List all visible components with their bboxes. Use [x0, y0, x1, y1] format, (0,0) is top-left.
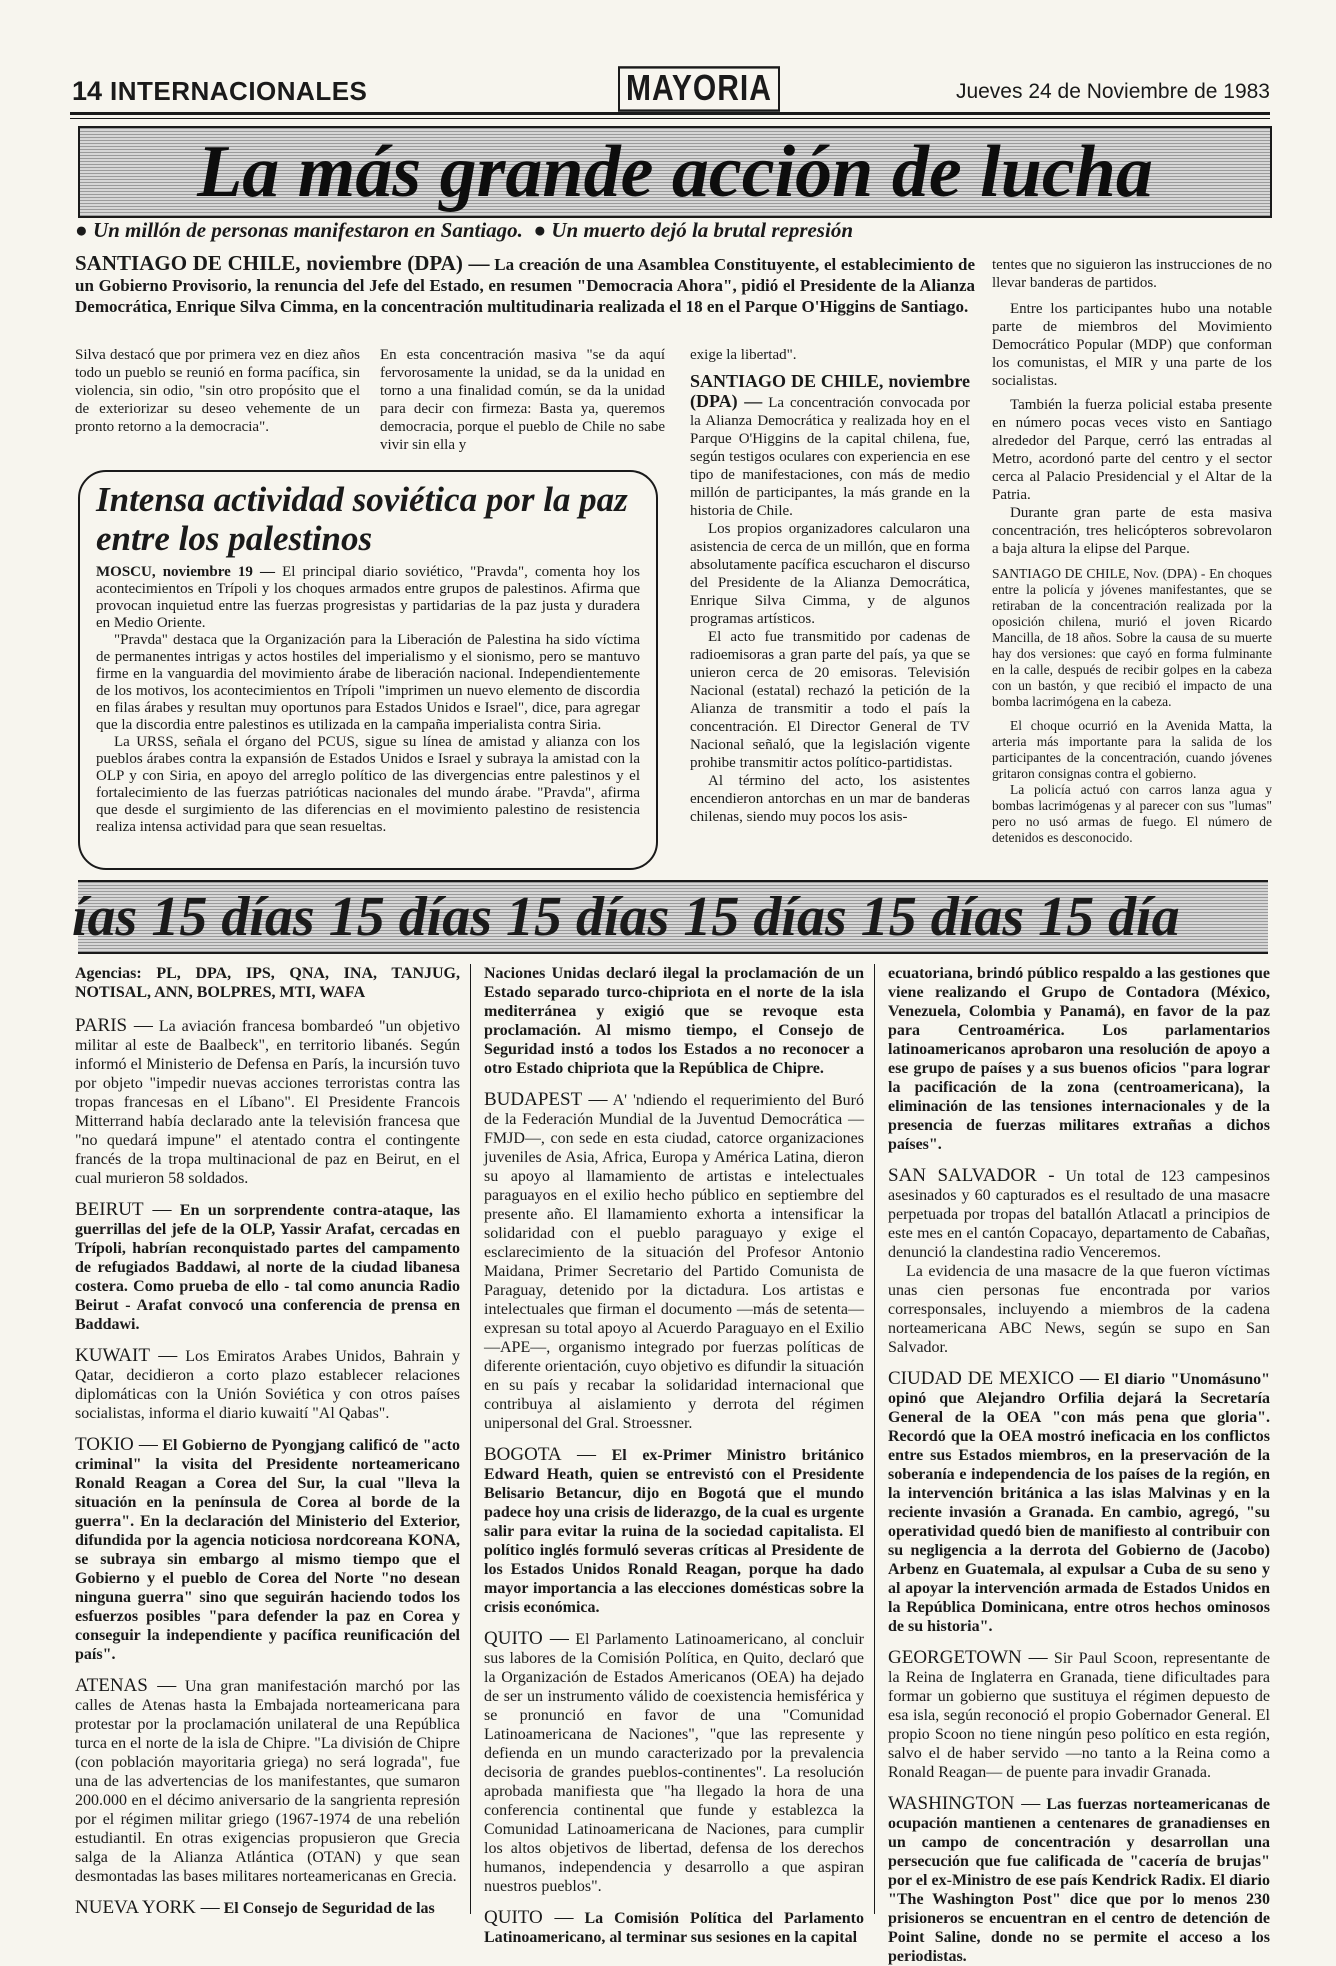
news-item-washington [888, 1794, 1270, 1966]
page-header [70, 70, 1270, 110]
news-item-budapest [484, 1090, 864, 1433]
agencies-line: Agencias: PL, DPA, IPS, QNA, INA, TANJUG, NOTISAL, ANN, BOLPRES, MTI, WAFA [75, 965, 460, 1001]
news-text: La Comisión Política del Parlamento Latinoamericano, al terminar sus sesiones en la capital [484, 1910, 864, 1946]
news-text: El ex-Primer Ministro británico Edward Heath, quien se entrevistó con el Presidente Belisario Betancur, dijo en Bogotá que el mundo padece hoy una crisis de liderazgo, de la cual es urgente salir para evitar la ruina de la sociedad capitalista. El político inglés formuló severas críticas al Presidente de los Estados Unidos Ronald Reagan, porque ha dado mayor importancia a las elecciones domésticas sobre la crisis económica. [484, 1447, 865, 1616]
article-col3 [690, 346, 970, 876]
dateline: ATENAS — [75, 1675, 177, 1696]
dateline: GEORGETOWN — [888, 1647, 1048, 1668]
header-rule-thin [70, 118, 1270, 119]
news-continued: ecuatoriana, brindó público respaldo a las gestiones que viene realizando el Grupo de Contadora (México, Venezuela, Colombia y Panamá), en favor de la paz para Centroamérica. Los parlamentarios latinoamericanos aprobaron una resolución de apoyo a ese grupo de países y a sus buenos oficios "para lograr la pacificación de la zona (centroamericana), la eliminación de las tensiones internacionales y de la presencia de fuerzas militares extrañas a dichos países". [888, 965, 1270, 1153]
news-item-kuwait [75, 1346, 460, 1423]
box-dateline: MOSCU, noviembre 19 — [96, 564, 276, 580]
news-text: Un total de 123 campesinos asesinados y 60 capturados es el resultado de una masacre perpetuada por tropas del batallón Atlacatl a principios de este mes en el cantón Copacayo, departamento de Cabañas, denunció la clandestina radio Venceremos. [888, 1168, 1270, 1261]
news-text: El diario "Unomásuno" opinó que Alejandro Orfilia dejará la Secretaría General de la OEA "con más pena que gloria". Recordó que la OEA mostró ineficacia en los conflictos entre sus Estados miembros, en la preservación de la soberanía e independencia de los países de la región, en la intervención británica a las islas Malvinas y en la reciente invasión a Granada. En cambio, agregó, "su operatividad quedó bien de manifiesto al contribuir con su negligencia a la derrota del Gobierno de (Jacobo) Arbenz en Guatemala, al expulsar a Cuba de su seno y al apoyar la intervención armada de Estados Unidos en la República Dominicana, entre otros hechos ominosos de su historia". [888, 1371, 1271, 1635]
news-text: El Consejo de Seguridad de las [223, 1900, 435, 1917]
lede-text: La creación de una Asamblea Constituyente, el establecimiento de un Gobierno Provisorio, la renuncia del Jefe del Estado, en resumen "Democracia Ahora", pidió el Presidente de la Alianza Democrática, Enrique Silva Cimma, en la concentración multitudinaria realizada el 18 en el Parque O'Higgins de Santiago. [75, 255, 975, 316]
masthead-logo: MAYORIA [618, 66, 780, 112]
news-text: En un sorprendente contra-ataque, las guerrillas del jefe de la OLP, Yassir Arafat, cercadas en Trípoli, habrían reconquistado partes del campamento de refugiados Baddawi, al norte de la ciudad libanesa costera. Como prueba de ello - tal como anuncia Radio Beirut - Arafat convocó una conferencia de prensa en Baddawi. [75, 1202, 461, 1333]
article-paragraph: La policía actuó con carros lanza agua y bombas lacrimógenas y al parecer con sus "lumas" pero no usó armas de fuego. El número de detenidos es desconocido. [992, 782, 1272, 845]
dateline: SANTIAGO DE CHILE, noviembre (DPA) — [690, 371, 970, 411]
news-text: Sir Paul Scoon, representante de la Reina de Inglaterra en Granada, tiene dificultades para formar un gobierno que sustituya el régimen depuesto de esa isla, según reconoció el propio Gobernador General. El propio Scoon no tiene ningún peso político en esta región, salvo el de haber servido —no tanto a la Reina como a Ronald Reagan— de puente para invadir Granada. [888, 1650, 1271, 1781]
article-paragraph [690, 372, 970, 520]
dateline: CIUDAD DE MEXICO — [888, 1368, 1099, 1389]
article-paragraph: Durante gran parte de esta masiva concentración, tres helicópteros sobrevolaron a baja altura la elipse del Parque. [992, 505, 1272, 557]
news-text: La aviación francesa bombardeó "un objetivo militar al este de Baalbeck", en territorio libanés. Según informó el Ministerio de Defensa en París, la incursión tuvo por objeto "impedir nuevas acciones terroristas contra las tropas francesas en el Líbano". El Presidente Francois Mitterrand había declarado ante la televisión francesa que "no quedará impune" el atentado contra el contingente francés de la tropa multinacional de paz en Beirut, en el cual murieron 58 soldados. [75, 1018, 460, 1187]
article-col4 [992, 256, 1272, 876]
box-body [96, 564, 640, 836]
page-number: 14 [72, 76, 103, 106]
article-paragraph: El choque ocurrió en la Avenida Matta, la arteria más importante para la salida de los participantes de la concentración, cuando jóvenes gritaron consignas contra el gobierno. [992, 718, 1272, 781]
dateline: BOGOTA — [484, 1444, 596, 1465]
news-item-nuevayork [75, 1898, 460, 1918]
dateline: SAN SALVADOR - [888, 1165, 1055, 1186]
headline-banner [78, 126, 1272, 218]
news-item-sansalvador [888, 1166, 1270, 1262]
article-paragraph: Silva destacó que por primera vez en diez años todo un pueblo se reunió en forma pacífica, sin violencia, sin odio, "sin otro propósito que el de exteriorizar su deseo vehemente de un pronto retorno a la democracia". [75, 347, 360, 435]
box-paragraph: La URSS, señala el órgano del PCUS, sigue su línea de amistad y alianza con los pueblos árabes contra la expansión de Estados Unidos e Israel y subraya la amistad con la OLP y con Siria, en apoyo del arreglo político de las divergencias entre palestinos y el fortalecimiento de las fuerzas patrióticas nacionales del mundo árabe. "Pravda", afirma que desde el surgimiento de las diferencias en el movimiento palestino de resistencia realiza intensa actividad para que sean resueltas. [96, 734, 640, 835]
dateline: KUWAIT — [75, 1345, 178, 1366]
news-item-atenas [75, 1676, 460, 1886]
article-paragraph: Al término del acto, los asistentes encendieron antorchas en un mar de banderas chilenas, siendo muy pocos los asis- [690, 773, 970, 825]
news-text: El Gobierno de Pyongjang calificó de "acto criminal" la visita del Presidente norteamericano Ronald Reagan a Corea del Sur, la cual "lleva la situación en la península de Corea al borde de la guerra". En la declaración del Ministerio del Exterior, difundida por la agencia noticiosa nordcoreana KONA, se subraya sin embargo al mismo tiempo que el Gobierno y el pueblo de Corea del Norte "no desean ninguna guerra" sino que seguirán haciendo todos los esfuerzos posibles "para defender la paz en Corea y conseguir la independiente y pacífica reunificación del país". [75, 1437, 461, 1663]
news-text: A' 'ndiendo el requerimiento del Buró de la Federación Mundial de la Juventud Democrática —FMJD—, con sede en esta ciudad, catorce organizaciones juveniles de Asia, Africa, Europa y América Latina, dieron su apoyo al llamamiento de artistas e intelectuales paraguayos en el exilio hecho público en septiembre del presente año. El llamamiento exhorta a intensificar la solidaridad con el pueblo paraguayo y exige el esclarecimiento de la situación del Profesor Antonio Maidana, Primer Secretario del Partido Comunista de Paraguay, detenido por la dictadura. Los artistas e intelectuales que firman el documento —más de setenta— expresan su total apoyo al Acuerdo Paraguayo en el Exilio —APE—, organismo integrado por fuerzas políticas de diferente orientación, cuyo objetivo es difundir la situación en su país y recabar la solidaridad internacional que contribuya al aislamiento y derrota del régimen unipersonal del Gral. Stroessner. [484, 1092, 864, 1432]
banner-text: ías 15 días 15 días 15 días 15 días 15 días 15 día [72, 886, 1180, 948]
subhead-part1: Un millón de personas manifestaron en Santiago. [92, 218, 523, 242]
article-paragraph: tentes que no siguieron las instrucciones de no llevar banderas de partidos. [992, 257, 1272, 291]
article-col2 [380, 346, 665, 456]
box-paragraph [96, 564, 640, 632]
news-text: Las fuerzas norteamericanas de ocupación mantienen a centenares de granadienses en un campo de concentración y desarrollan una persecución que fue calificada de "cacería de brujas" por el ex-Ministro de ese país Kendrick Radix. El diario "The Washington Post" dice que por lo menos 230 prisioneros se encuentran en el centro de detención de Point Saline, donde no se permite el acceso a los periodistas. [888, 1796, 1271, 1965]
news-item-beirut [75, 1200, 460, 1334]
subheadline [75, 218, 853, 243]
article-paragraph: exige la libertad". [690, 347, 797, 363]
paragraph-text: La concentración convocada por la Alianza Democrática y realizada hoy en el Parque O'Higgins de la capital chilena, fue, según testigos oculares con experiencia en ese tipo de manifestaciones, con más de medio millón de participantes, la más grande en la historia de Chile. [690, 395, 970, 519]
article-col1 [75, 346, 360, 456]
lede-paragraph [75, 253, 975, 317]
dateline: PARIS — [75, 1015, 153, 1036]
article-paragraph: En esta concentración masiva "se da aquí fervorosamente la unidad, se da la unidad en torno a una finalidad común, se da la unidad para decir con firmeza: Basta ya, queremos democracia, porque el pueblo de Chile no sabe vivir sin ella y [380, 347, 665, 453]
news-item-paris [75, 1016, 460, 1188]
article-paragraph: También la fuerza policial estaba presente en número pocas veces visto en Santiago alrededor del Parque, cerró las entradas al Metro, acordonó parte del centro y el sector cerca al Palacio Presidencial y el Altar de la Patria. [992, 397, 1272, 503]
dateline: WASHINGTON — [888, 1793, 1041, 1814]
dateline: QUITO — [484, 1628, 569, 1649]
news-text: El Parlamento Latinoamericano, al concluir sus labores de la Comisión Política, en Quito, declaró que la Organización de Estados Americanos (OEA) ha dejado de ser un instrumento válido de coexistencia hemisférica y se pronunció en favor de una "Comunidad Latinoamericana de Naciones", "que las represente y defienda en un mundo caracterizado por la prevalencia decisoria de grandes pueblos-continentes". La resolución aprobada manifiesta que "ha llegado la hora de una conferencia continental que funde y establezca la Comunidad Latinoamericana de Naciones, para cumplir los altos objetivos de libertad, defensa de los derechos humanos, independencia y desarrollo a que aspiran nuestros pueblos". [484, 1631, 864, 1895]
article-paragraph: Entre los participantes hubo una notable parte de miembros del Movimiento Democrático Popular (MDP) que conforman los comunistas, el MIR y una parte de los socialistas. [992, 301, 1272, 389]
lede-dateline: SANTIAGO DE CHILE, noviembre (DPA) — [75, 251, 490, 275]
news-continued: Naciones Unidas declaró ilegal la proclamación de un Estado separado turco-chipriota en el norte de la isla mediterránea y exigió que se revoque esta proclamación. Al mismo tiempo, el Consejo de Seguridad instó a todos los Estados a no reconocer a otro Estado chipriota que la República de Chipre. [484, 965, 864, 1077]
bullet-icon: ● [533, 218, 547, 242]
boxed-article [78, 470, 658, 870]
article-paragraph: El acto fue transmitido por cadenas de radioemisoras a gran parte del país, ya que se unieron cerca de 20 emisoras. Televisión Nacional (estatal) rechazó la petición de la Alianza de transmitir a todo el país la concentración. El Director General de TV Nacional señaló, que la legislación vigente prohibe transmitir actos político-partidistas. [690, 629, 970, 771]
news-text: Una gran manifestación marchó por las calles de Atenas hasta la Embajada norteamericana para protestar por la proclamación unilateral de una República turca en el norte de la isla de Chipre. "La división de Chipre (con población mayoritaria griega) no será lograda", fue una de las advertencias de los manifestantes, que sumaron 200.000 en el décimo aniversario de la sangrienta represión por el régimen militar griego (1967-1974 de una rebelión estudiantil. En otras exigencias propusieron que Grecia salga de la Alianza Atlántica (OTAN) y que sean desmontadas las bases militares norteamericanas en Grecia. [75, 1678, 461, 1885]
news-text: Los Emiratos Arabes Unidos, Bahrain y Qatar, decidieron a corto plazo establecer relaciones diplomáticas con la Unión Soviética y con otros países socialistas, informa el diario kuwaití "Al Qabas". [75, 1348, 461, 1422]
box-headline: Intensa actividad soviética por la paz entre los palestinos [96, 480, 628, 558]
news-item-quito [484, 1629, 864, 1896]
news-item-mexico [888, 1369, 1270, 1636]
news-col3 [888, 964, 1271, 1965]
box-paragraph: "Pravda" destaca que la Organización para la Liberación de Palestina ha sido víctima de permanentes intrigas y actos hostiles del imperialismo y el sionismo, pero se mantuvo firme en la vanguardia del movimiento árabe de liberación nacional. Independientemente de los motivos, los acontecimientos en Trípoli "imprimen un nuevo elemento de discordia en filas árabes y resultan muy oportunos para Estados Unidos e Israel", dice, para agregar que la discordia entre palestinos es utilizada en la campaña imperialista contra Siria. [96, 632, 640, 733]
main-headline: La más grande acción de lucha [197, 131, 1153, 213]
dateline: BUDAPEST — [484, 1089, 608, 1110]
paragraph-text: El principal diario soviético, "Pravda", comenta hoy los acontecimientos en Trípoli y los choques armados entre grupos de palestinos. Afirma que provocan inquietud entre las fuerzas progresistas y partidarias de la paz justa y duradera en Medio Oriente. [96, 564, 641, 631]
column-divider [874, 964, 875, 1914]
dateline: TOKIO — [75, 1434, 158, 1455]
issue-date: Jueves 24 de Noviembre de 1983 [955, 80, 1270, 103]
dateline: BEIRUT — [75, 1199, 172, 1220]
column-divider [470, 964, 471, 1914]
article-paragraph: SANTIAGO DE CHILE, Nov. (DPA) - En choques entre la policía y jóvenes manifestantes, que se retiraban de la concentración realizada por la oposición chilena, murió el joven Ricardo Mancilla, de 18 años. Sobre la causa de su muerte hay dos versiones: que cayó en forma fulminante en la calle, después de recibir golpes en la cabeza con un bastón, y que recibió el impacto de una bomba lacrimógena en la cabeza. [992, 566, 1272, 709]
header-rule [70, 112, 1270, 115]
news-paragraph: La evidencia de una masacre de la que fueron víctimas unas cien personas fue encontrada por varios corresponsales, incluyendo a miembros de la cadena norteamericana ABC News, según se supo en San Salvador. [888, 1263, 1270, 1356]
news-item-tokio [75, 1435, 460, 1664]
section-title: INTERNACIONALES [110, 76, 368, 106]
news-item-georgetown [888, 1648, 1270, 1782]
news-col2 [484, 964, 865, 1946]
subhead-part2: Un muerto dejó la brutal represión [551, 218, 853, 242]
dateline: NUEVA YORK — [75, 1897, 220, 1918]
news-digest-banner [72, 880, 1268, 954]
bullet-icon: ● [75, 218, 88, 242]
news-col1 [75, 964, 460, 1924]
news-item-bogota [484, 1445, 864, 1617]
article-paragraph: Los propios organizadores calcularon una asistencia de cerca de un millón, que en forma absolutamente pacífica escucharon el discurso del Presidente de la Alianza Democrática, Enrique Silva Cimma, y de algunos programas artísticos. [690, 521, 970, 627]
news-item-quito2 [484, 1908, 864, 1947]
dateline: QUITO — [484, 1907, 574, 1928]
